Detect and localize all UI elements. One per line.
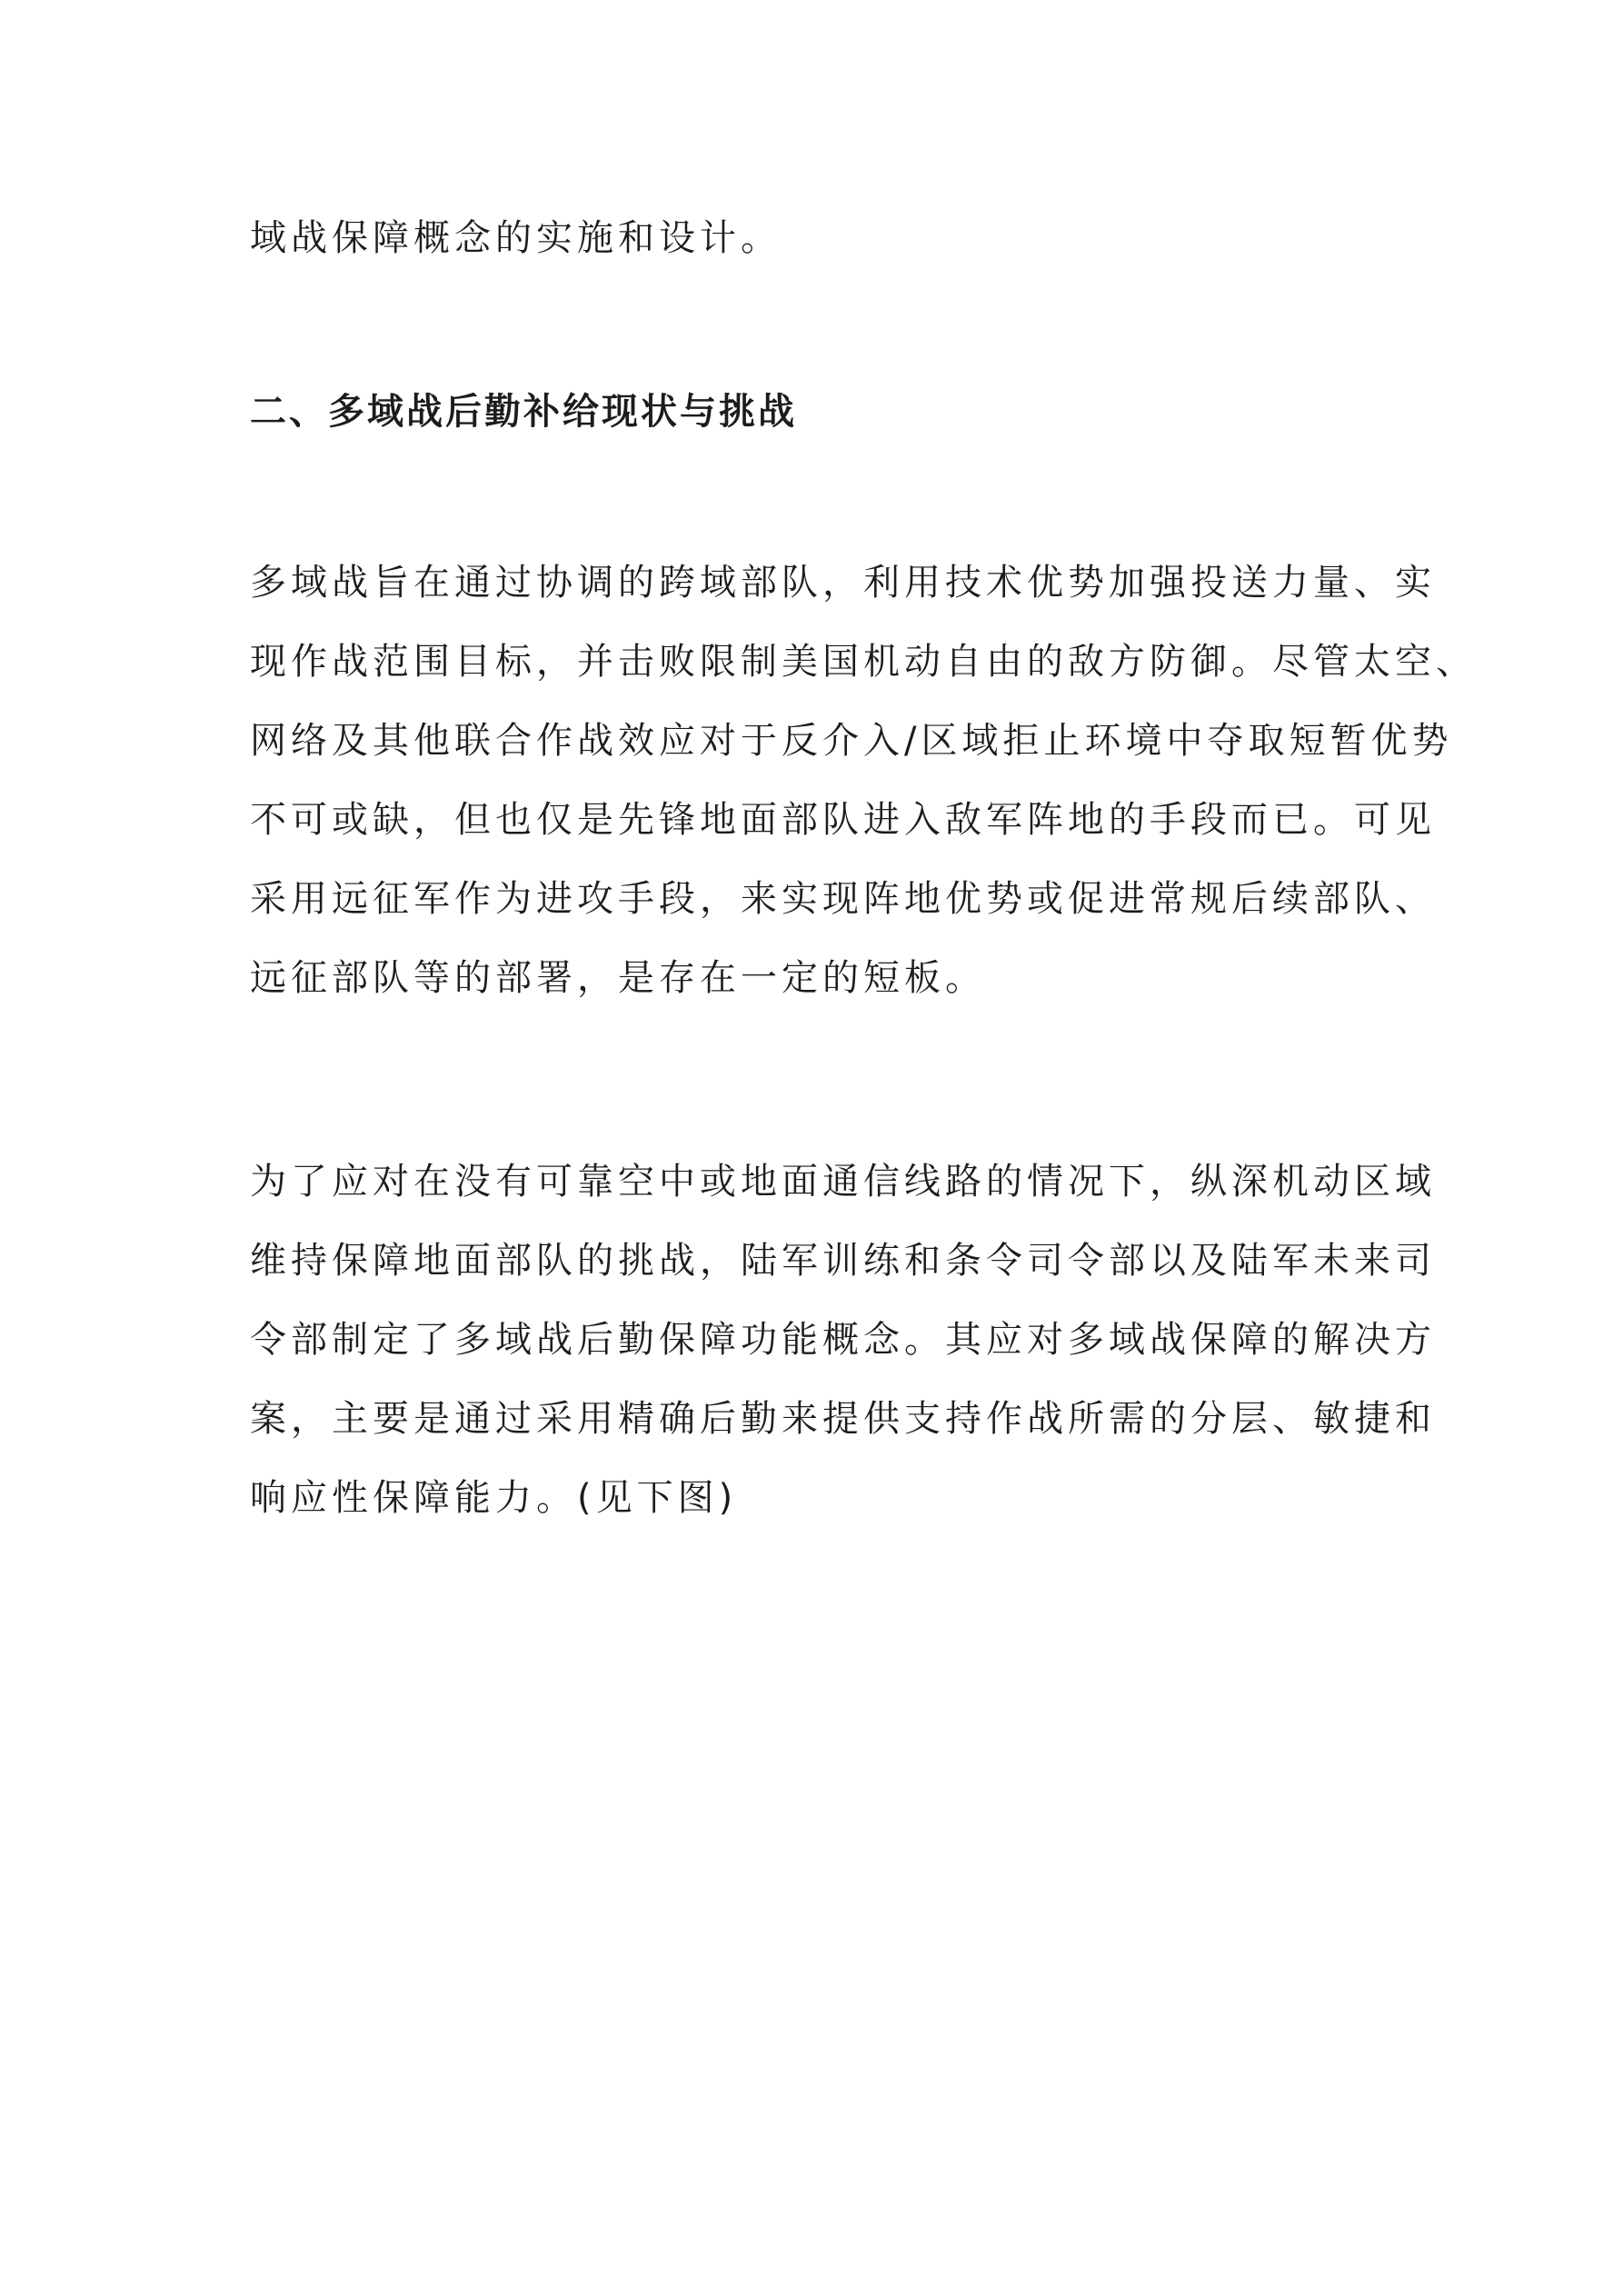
paragraph-line: 不可或缺，但也仅是先锋地面部队进入敌军阵地的手段而已。可见	[250, 799, 1436, 841]
paragraph-line: 采用远征军作为进攻手段，来实现阵地优势或促进常规后续部队、	[250, 878, 1436, 920]
paragraph-line: 网络及其他联合作战效应对于反介入/区域拒止环境中夺取短暂优势	[250, 720, 1453, 762]
paragraph-line: 现作战范围目标，并击败限制美国机动自由的敌方防御。尽管太空、	[250, 641, 1477, 683]
section-heading: 二、多域战后勤补给现状与挑战	[250, 391, 797, 433]
intro-line: 域战保障概念的实施和设计。	[250, 217, 782, 259]
paragraph-line: 为了应对在没有可靠空中或地面通信线路的情况下，纵深机动区域	[250, 1161, 1436, 1203]
paragraph-line: 维持保障地面部队的挑战，陆军训练和条令司令部以及陆军未来司	[250, 1240, 1436, 1282]
paragraph-line: 案，主要是通过采用精确后勤来提供支持作战所需的分层、敏捷和	[250, 1398, 1436, 1440]
paragraph-line: 远征部队等的部署，是存在一定的短板。	[250, 957, 986, 999]
paragraph-line: 多域战旨在通过协调的跨域部队，利用技术优势加强投送力量、实	[250, 562, 1436, 604]
paragraph-line: 令部制定了多域战后勤保障功能概念。其应对多域战保障的解决方	[250, 1319, 1436, 1361]
paragraph-line: 响应性保障能力。(见下图)	[250, 1477, 738, 1519]
